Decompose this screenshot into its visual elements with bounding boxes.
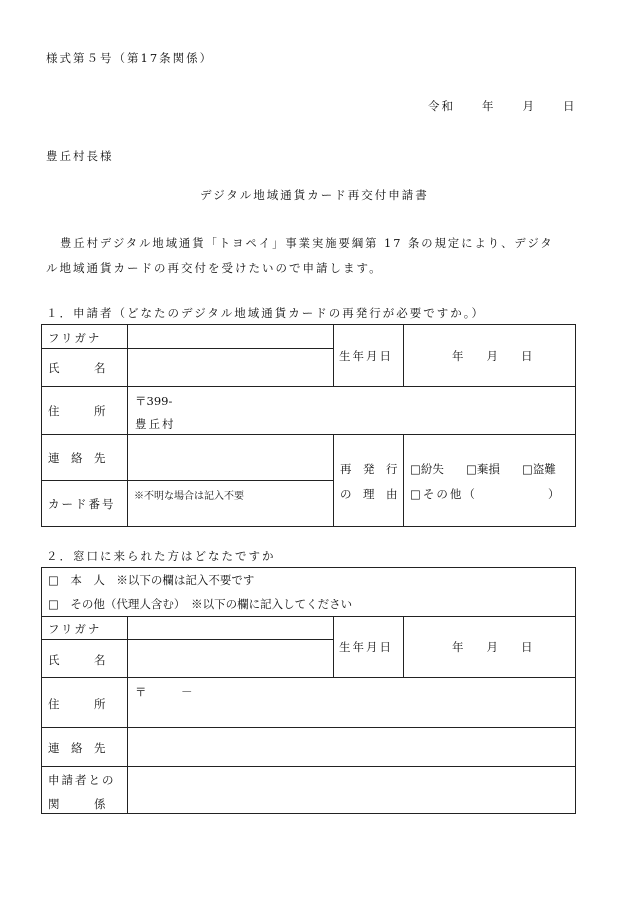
applicant-name-field[interactable] <box>128 349 333 386</box>
reason-checkbox-other[interactable]: □その他（ <box>410 487 477 501</box>
visitor-relation-label-line2: 関 係 <box>48 797 106 811</box>
visitor-contact-label: 連 絡 先 <box>48 741 106 755</box>
visitor-address-label: 住 所 <box>48 697 106 711</box>
reason-checkbox-lost[interactable]: □紛失 <box>410 462 444 476</box>
intro-line-1: 豊丘村デジタル地域通貨「トヨペイ」事業実施要綱第 17 条の規定により、デジタ <box>60 237 554 250</box>
applicant-postal-value[interactable]: 〒399- <box>135 394 173 408</box>
reason-label-line1: 再 発 行 <box>340 462 398 476</box>
applicant-contact-label: 連 絡 先 <box>48 451 106 465</box>
document-title: デジタル地域通貨カード再交付申請書 <box>200 188 429 202</box>
visitor-option-other[interactable]: □ その他（代理人含む） ※以下の欄に記入してください <box>48 597 353 611</box>
visitor-contact-field[interactable] <box>128 728 575 766</box>
applicant-birth-label: 生年月日 <box>339 349 393 363</box>
date-line: 令和 年 月 日 <box>428 99 577 113</box>
visitor-relation-label-line1: 申請者との <box>48 773 116 787</box>
applicant-contact-field[interactable] <box>128 435 333 480</box>
visitor-furigana-field[interactable] <box>128 617 333 639</box>
visitor-birth-label: 生年月日 <box>339 640 393 654</box>
applicant-furigana-label: フリガナ <box>48 331 102 345</box>
form-number: 様式第５号（第17条関係） <box>46 51 214 65</box>
visitor-furigana-label: フリガナ <box>48 622 102 636</box>
visitor-relation-field[interactable] <box>128 767 575 813</box>
visitor-option-self[interactable]: □ 本 人 ※以下の欄は記入不要です <box>48 573 255 587</box>
visitor-name-field[interactable] <box>128 640 333 677</box>
addressee: 豊丘村長様 <box>46 149 114 163</box>
applicant-furigana-field[interactable] <box>128 325 333 348</box>
reason-other-close: ） <box>548 487 560 501</box>
section2-heading: ２．窓口に来られた方はどなたですか <box>46 549 276 563</box>
applicant-address-value[interactable]: 豊丘村 <box>135 417 176 431</box>
applicant-birth-value[interactable]: 年 月 日 <box>452 349 533 363</box>
visitor-birth-value[interactable]: 年 月 日 <box>452 640 533 654</box>
visitor-postal-value[interactable]: 〒 － <box>135 685 193 699</box>
card-number-label: カード番号 <box>48 497 116 511</box>
visitor-name-label: 氏 名 <box>48 653 106 667</box>
section1-heading: １．申請者（どなたのデジタル地域通貨カードの再発行が必要ですか。） <box>46 306 486 320</box>
card-number-note: ※不明な場合は記入不要 <box>134 491 244 502</box>
applicant-address-label: 住 所 <box>48 404 106 418</box>
intro-line-2: ル地域通貨カードの再交付を受けたいので申請します。 <box>46 261 383 275</box>
reason-label-line2: の 理 由 <box>340 487 398 501</box>
reason-checkbox-stolen[interactable]: □盗難 <box>522 462 556 476</box>
applicant-name-label: 氏 名 <box>48 361 106 375</box>
reason-checkbox-damaged[interactable]: □棄損 <box>466 462 500 476</box>
